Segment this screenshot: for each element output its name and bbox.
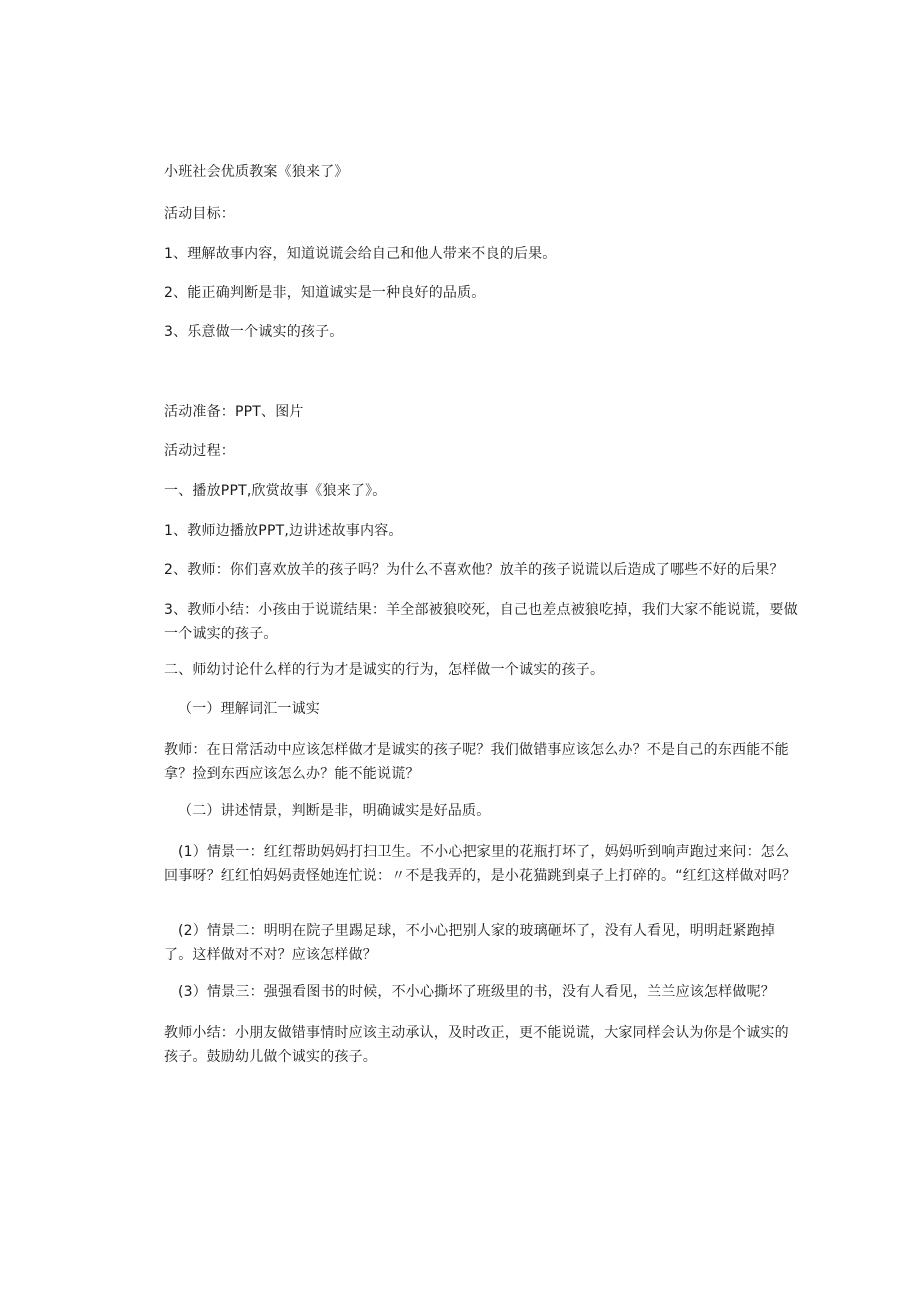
scene-item: (2）情景二：明明在院子里踢足球，不小心把别人家的玻璃砸坏了，没有人看见，明明赶紧跑掉了。这样做对不对？应该怎样做？ [164, 923, 775, 963]
part1-item: 2、教师：你们喜欢放羊的孩子吗？为什么不喜欢他？放羊的孩子说谎以后造成了哪些不好的后果？ [164, 562, 784, 578]
part2-sub-heading: （一）理解词汇一诚实 [178, 701, 320, 717]
goal-item: 1、理解故事内容，知道说谎会给自己和他人带来不良的后果。 [164, 246, 557, 262]
scene-item: (3）情景三：强强看图书的时候，不小心撕坏了班级里的书，没有人看见，兰兰应该怎样做呢？ [178, 984, 775, 1000]
document-title: 小班社会优质教案《狼来了》 [164, 164, 349, 180]
part1-summary: 3、教师小结：小孩由于说谎结果：羊全部被狼咬死，自己也差点被狼吃掉，我们大家不能说谎，要做一个诚实的孩子。 [164, 602, 798, 642]
part1-heading: 一、播放PPT,欣赏故事《狼来了》。 [164, 483, 387, 499]
part1-item: 1、教师边播放PPT,边讲述故事内容。 [164, 523, 403, 539]
process-heading: 活动过程： [164, 443, 235, 459]
part2-heading: 二、师幼讨论什么样的行为才是诚实的行为，怎样做一个诚实的孩子。 [164, 662, 605, 678]
preparation-line: 活动准备：PPT、图片 [164, 404, 304, 420]
part2-sub-heading: （二）讲述情景，判断是非，明确诚实是好品质。 [178, 803, 491, 819]
goal-item: 2、能正确判断是非，知道诚实是一种良好的品质。 [164, 285, 486, 301]
teacher-summary: 教师小结：小朋友做错事情时应该主动承认，及时改正，更不能说谎，大家同样会认为你是个诚实的孩子。鼓励幼儿做个诚实的孩子。 [164, 1025, 789, 1065]
goal-item: 3、乐意做一个诚实的孩子。 [164, 324, 344, 340]
part2-sub1-text: 教师：在日常活动中应该怎样做才是诚实的孩子呢？我们做错事应该怎么办？不是自己的东西能不能拿？捡到东西应该怎么办？能不能说谎？ [164, 742, 789, 782]
scene-item: (1）情景一：红红帮助妈妈打扫卫生。不小心把家里的花瓶打坏了，妈妈听到响声跑过来问：怎么回事呀？红红怕妈妈责怪她连忙说：〃不是我弄的，是小花猫跳到桌子上打碎的。“红红这样做对吗？ [164, 844, 797, 884]
goals-heading: 活动目标： [164, 206, 235, 222]
